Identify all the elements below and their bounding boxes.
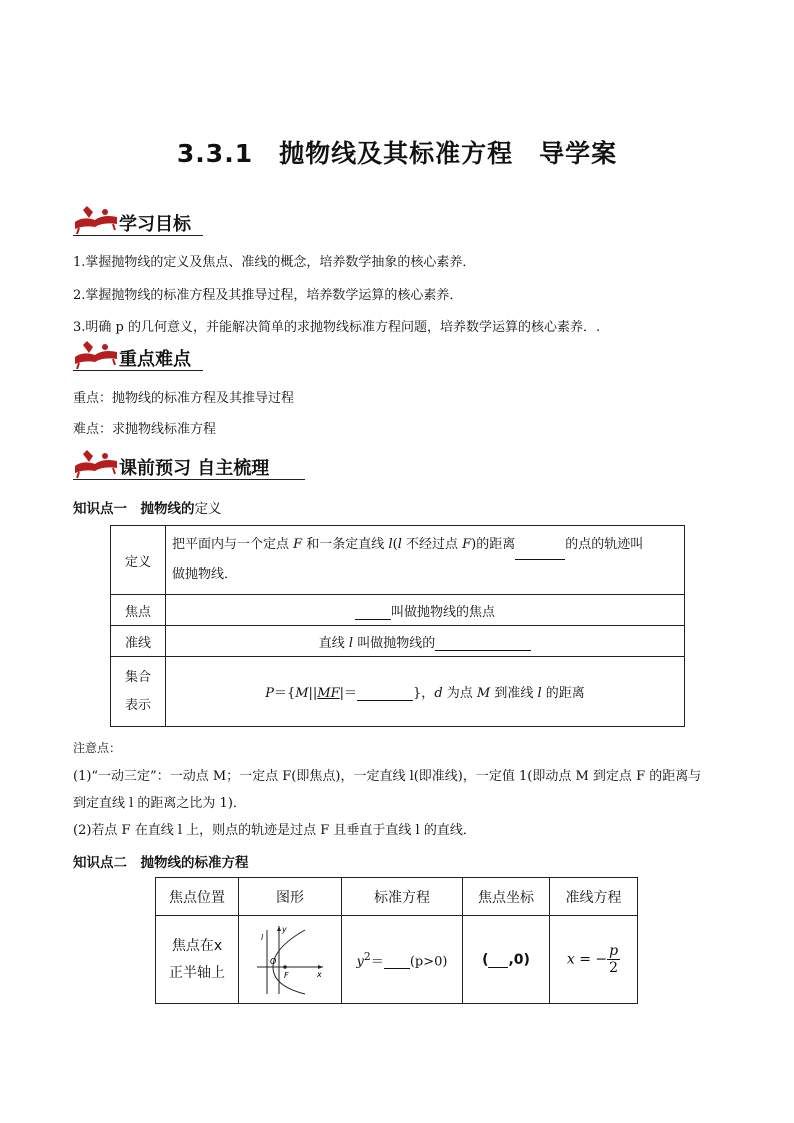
header-figure: 图形 (239, 878, 342, 916)
x-axis-label: x (317, 969, 322, 979)
focus-label: 焦点 (111, 595, 166, 626)
set-text: P＝{M||MF|＝ }，d 为点 M 到准线 l 的距离 (166, 657, 685, 727)
page-title: 3.3.1 抛物线及其标准方程 导学案 (176, 139, 618, 168)
set-label: 集合 表示 (111, 657, 166, 727)
standard-equation-table (155, 877, 638, 1004)
y-axis-label: y (282, 924, 287, 934)
fill-blank[interactable] (384, 968, 410, 969)
section-underline (73, 235, 203, 236)
fill-blank[interactable] (488, 967, 508, 968)
figure-cell (239, 916, 342, 1004)
difficult-point: 难点：求抛物线标准方程 (73, 422, 217, 437)
note-1a: (1)“一动三定”：一动点 M；一定点 F(即焦点)，一定直线 l(即准线)，一定值 1(即动点 M 到定点 F 的距离与 (73, 769, 702, 784)
header-focus-coord: 焦点坐标 (463, 878, 550, 916)
origin-label: O (270, 956, 277, 966)
section-underline (73, 370, 203, 371)
fill-blank[interactable] (355, 619, 391, 620)
section-title: 重点难点 (119, 349, 191, 370)
section-logo-icon (73, 339, 121, 371)
note-2: (2)若点 F 在直线 l 上，则点的轨迹是过点 F 且垂直于直线 l 的直线． (73, 823, 476, 838)
goal-item: 3.明确 p 的几何意义，并能解决简单的求抛物线标准方程问题，培养数学运算的核心素养．. (73, 320, 601, 335)
directrix-label: 准线 (111, 626, 166, 657)
notes-title: 注意点： (73, 741, 122, 755)
fill-blank[interactable] (435, 650, 531, 651)
focus-label-fig: F (284, 970, 289, 980)
section-underline (73, 479, 305, 480)
equation-cell: $y^2= (p>0)$ (342, 916, 463, 1004)
fill-blank[interactable] (357, 700, 413, 701)
focus-text: 叫做抛物线的焦点 (166, 595, 685, 626)
note-1b: 到定直线 l 的距离之比为 1)． (73, 796, 246, 811)
kp1-heading: 知识点一 抛物线的定义 (73, 501, 222, 517)
parabola-figure (253, 922, 327, 998)
directrix-text: 直线 l 叫做抛物线的 (166, 626, 685, 657)
def-text: 把平面内与一个定点 F 和一条定直线 l(l 不经过点 F)的距离 的点的轨迹叫 做抛物线． (166, 526, 685, 595)
header-equation: 标准方程 (342, 878, 463, 916)
fill-blank[interactable] (515, 559, 565, 560)
goal-item: 2.掌握抛物线的标准方程及其推导过程，培养数学运算的核心素养． (73, 288, 463, 303)
directrix-eq-cell: x = − $\frac{p}{2}$ (550, 916, 638, 1004)
focus-coord-cell: ( ,0) (463, 916, 550, 1004)
goal-item: 1.掌握抛物线的定义及焦点、准线的概念，培养数学抽象的核心素养． (73, 255, 476, 270)
section-logo-icon (73, 204, 121, 236)
kp2-heading: 知识点二 抛物线的标准方程 (73, 855, 249, 871)
def-label: 定义 (111, 526, 166, 595)
key-point: 重点：抛物线的标准方程及其推导过程 (73, 391, 295, 406)
section-title: 学习目标 (119, 214, 191, 235)
header-focus-position: 焦点位置 (156, 878, 239, 916)
section-title: 课前预习 自主梳理 (119, 458, 270, 479)
focus-position-cell: 焦点在x 正半轴上 (156, 916, 239, 1004)
directrix-label-fig: l (261, 932, 264, 942)
section-logo-icon (73, 448, 121, 480)
header-directrix: 准线方程 (550, 878, 638, 916)
definition-table (110, 525, 685, 727)
